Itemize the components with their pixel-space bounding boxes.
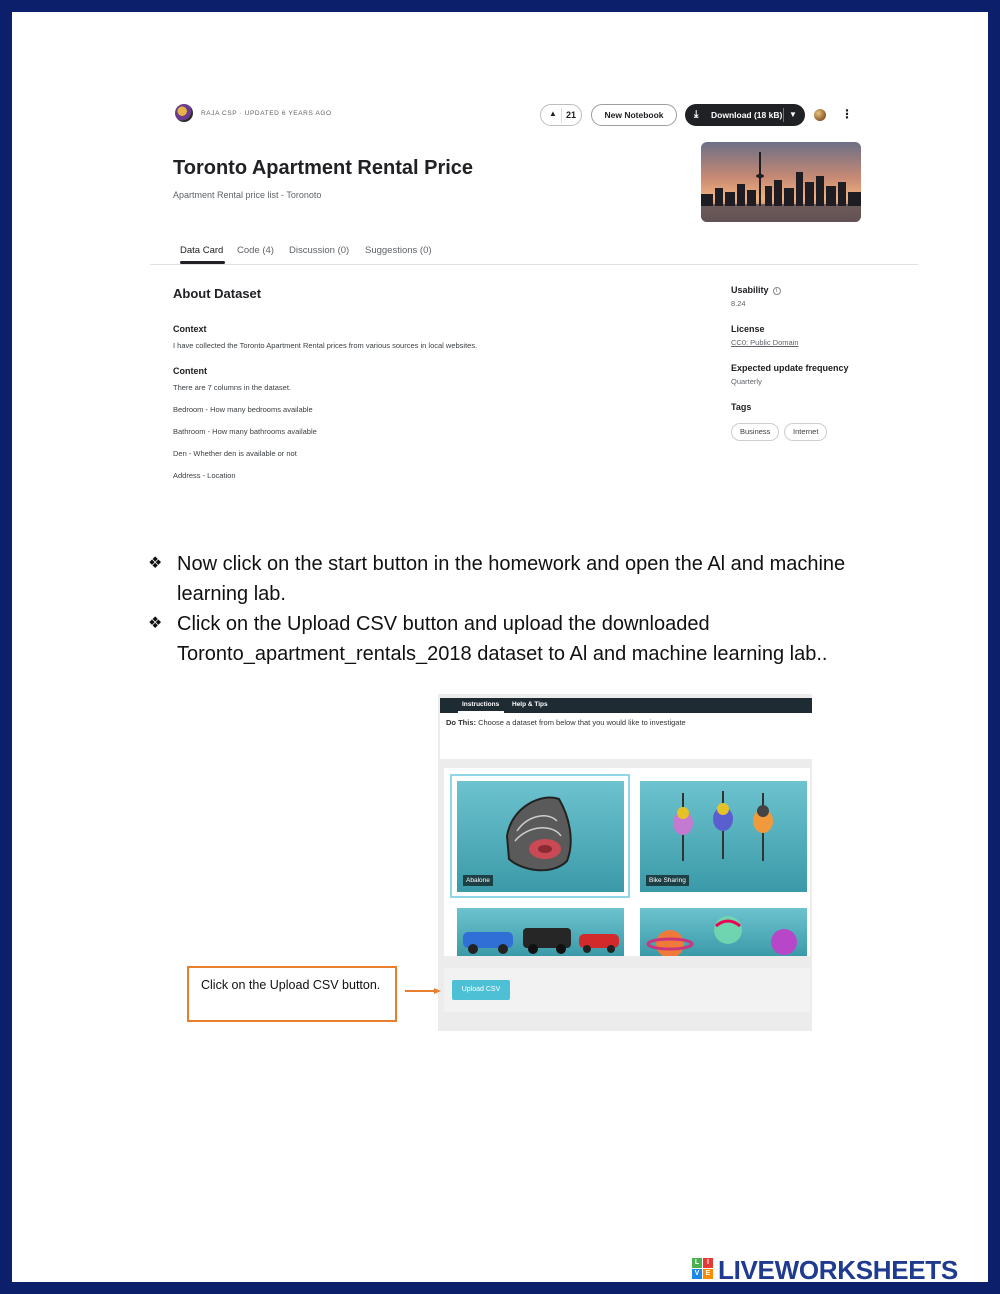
tag-chip[interactable]: Business <box>731 423 779 441</box>
content-line: Bathroom - How many bathrooms available <box>173 427 317 436</box>
frequency-label: Expected update frequency <box>731 363 849 373</box>
dataset-tile-abalone[interactable] <box>457 781 624 892</box>
instruction-item <box>148 609 908 669</box>
tab-help-tips[interactable]: Help & Tips <box>512 701 548 708</box>
tags-label: Tags <box>731 402 752 412</box>
usability-label: Usability i <box>731 285 781 295</box>
upload-area <box>444 968 810 1012</box>
dataset-header-bar <box>173 104 863 126</box>
do-this-text: Choose a dataset from below that you would like to investigate <box>478 718 686 727</box>
tab-discussion[interactable]: Discussion (0) <box>289 245 350 256</box>
arrow-right-icon <box>405 988 441 994</box>
bullet-icon: ❖ <box>148 615 163 632</box>
content-line: There are 7 columns in the dataset. <box>173 383 291 392</box>
content-line: Bedroom - How many bedrooms available <box>173 405 313 414</box>
info-icon[interactable]: i <box>773 287 781 295</box>
bullet-icon: ❖ <box>148 555 163 572</box>
vote-count: 21 <box>566 110 577 120</box>
instruction-text: Click on the Upload CSV button and upload the downloaded Toronto_apartment_rentals_2018 dataset to Al and machine learning lab.. <box>177 613 828 665</box>
instruction-text: Now click on the start button in the homework and open the Al and machine learning lab. <box>177 553 846 605</box>
download-icon: ⤓ <box>694 109 699 120</box>
upvote-arrow-icon: ▲ <box>549 109 557 118</box>
about-heading: About Dataset <box>173 286 262 301</box>
instruction-item <box>148 549 908 609</box>
context-heading: Context <box>173 324 207 334</box>
planets-illustration <box>640 908 807 956</box>
lab-tab-bar <box>440 698 812 713</box>
brand-name: LIVEWORKSHEETS <box>718 1255 958 1285</box>
dataset-tile-label: Abalone <box>463 875 493 886</box>
dataset-tile-cars[interactable] <box>457 908 624 956</box>
do-this-label: Do This: <box>446 718 476 727</box>
callout-box: Click on the Upload CSV button. <box>187 966 397 1022</box>
user-avatar[interactable] <box>814 109 826 121</box>
usability-value: 8.24 <box>731 299 746 308</box>
cars-illustration <box>457 908 624 956</box>
license-label: License <box>731 324 765 334</box>
lab-instruction <box>440 713 812 759</box>
dataset-tile-bike-sharing[interactable] <box>640 781 807 892</box>
active-tab-indicator <box>180 261 225 264</box>
new-notebook-button[interactable]: New Notebook <box>591 104 677 126</box>
owner-line: RAJA CSP · UPDATED 6 YEARS AGO <box>201 110 332 117</box>
tab-suggestions[interactable]: Suggestions (0) <box>365 245 432 256</box>
content-line: Den - Whether den is available or not <box>173 449 297 458</box>
upload-csv-button[interactable]: Upload CSV <box>452 980 510 1000</box>
dataset-tile-planets[interactable] <box>640 908 807 956</box>
live-badge-icon: L I V E <box>692 1258 714 1280</box>
ai-lab-panel <box>438 694 812 1031</box>
dataset-grid <box>444 768 810 956</box>
context-text: I have collected the Toronto Apartment Rental prices from various sources in local websites. <box>173 341 478 350</box>
tab-code[interactable]: Code (4) <box>237 245 274 256</box>
tab-data-card[interactable]: Data Card <box>180 245 224 256</box>
content-line: Address - Location <box>173 471 236 480</box>
upvote-button[interactable] <box>540 104 582 126</box>
dataset-tile-label: Bike Sharing <box>646 875 689 886</box>
chevron-down-icon[interactable]: ▼ <box>789 110 797 119</box>
dataset-tabs <box>150 242 918 265</box>
download-label: Download (18 kB) <box>711 110 783 120</box>
tab-instructions[interactable]: Instructions <box>462 701 500 708</box>
tag-chip[interactable]: Internet <box>784 423 827 441</box>
toronto-skyline-image <box>701 142 861 222</box>
owner-avatar[interactable] <box>175 104 193 122</box>
dataset-title: Toronto Apartment Rental Price <box>173 157 474 179</box>
license-link[interactable]: CC0: Public Domain <box>731 338 799 347</box>
download-button[interactable] <box>685 104 805 126</box>
dataset-subtitle: Apartment Rental price list - Toronoto <box>173 190 322 200</box>
frequency-value: Quarterly <box>731 377 762 386</box>
content-heading: Content <box>173 366 207 376</box>
more-options-icon[interactable]: ⋮ <box>841 107 853 121</box>
